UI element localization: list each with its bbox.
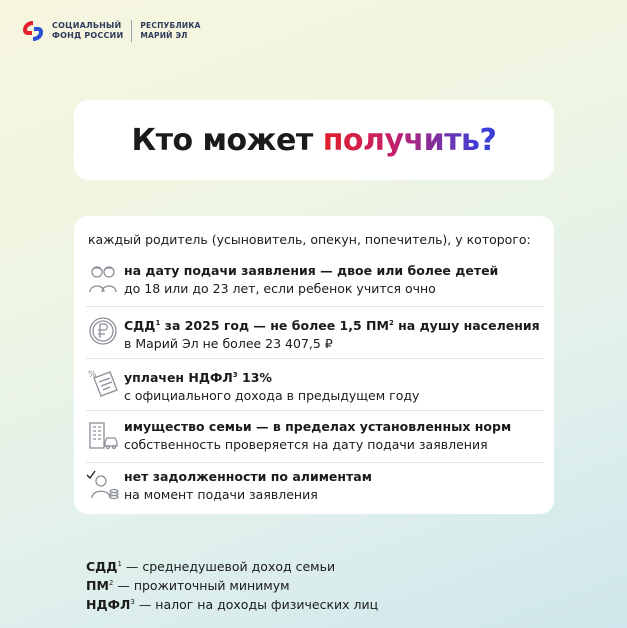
region-line-2: МАРИЙ ЭЛ: [140, 31, 188, 40]
list-item: [86, 310, 544, 360]
item-bold: нет задолженности по алиментам: [124, 469, 372, 484]
divider: [86, 462, 544, 463]
footnote-ref: 3: [232, 371, 238, 379]
item-bold: [124, 318, 540, 333]
org-line-1: СОЦИАЛЬНЫЙ: [52, 21, 122, 30]
title-accent: получить: [322, 122, 480, 158]
item-line-2: в Марий Эл не более 23 407,5 ₽: [124, 336, 333, 351]
footnote: [86, 594, 378, 613]
title-card: [74, 100, 554, 180]
property-icon: [86, 418, 120, 452]
footnote-ref: 2: [388, 319, 394, 327]
title-question-mark: ?: [479, 122, 497, 158]
item-text: [124, 418, 511, 454]
item-bold-b: за 2025 год — не более 1,5 ПМ: [160, 318, 389, 333]
footnote-text: — налог на доходы физических лиц: [134, 597, 379, 612]
header-divider: [131, 20, 132, 42]
svg-text:%: %: [88, 370, 97, 380]
footnote: [86, 556, 378, 575]
item-bold-a: СДД: [124, 318, 156, 333]
footnote-ref: 1: [155, 319, 161, 327]
list-item: [86, 414, 544, 464]
item-text: [124, 366, 419, 405]
divider: [86, 358, 544, 359]
footnote-term: СДД: [86, 559, 118, 574]
list-item: [86, 464, 544, 514]
footnote-ref: 3: [130, 598, 135, 606]
org-name: [52, 21, 123, 41]
divider: [86, 410, 544, 411]
footnote-term: ПМ: [86, 578, 109, 593]
item-bold: на дату подачи заявления — двое или более детей: [124, 263, 499, 278]
footnote-term: НДФЛ: [86, 597, 131, 612]
footnote-ref: 1: [117, 560, 122, 568]
item-bold-a: уплачен НДФЛ: [124, 370, 233, 385]
footnote-text: — среднедушевой доход семьи: [121, 559, 336, 574]
header: [20, 18, 201, 44]
intro-text: каждый родитель (усыновитель, опекун, попечитель), у которого:: [88, 232, 531, 247]
eligibility-card: [74, 216, 554, 514]
item-text: [124, 468, 372, 504]
sfr-logo-icon: [20, 18, 46, 44]
item-line-2: на момент подачи заявления: [124, 487, 318, 502]
children-icon: [86, 262, 120, 296]
no-debt-icon: [86, 468, 120, 502]
divider: [86, 306, 544, 307]
org-line-2: ФОНД РОССИИ: [52, 31, 124, 40]
tax-document-icon: [86, 366, 120, 400]
title-text: [132, 123, 497, 158]
item-text: [124, 314, 540, 353]
item-line-2: с официального дохода в предыдущем году: [124, 388, 420, 403]
footnote-ref: 2: [108, 579, 114, 587]
region-name: [140, 21, 200, 41]
ruble-coin-icon: [86, 314, 120, 348]
title-part-1: Кто может: [131, 122, 323, 158]
region-line-1: РЕСПУБЛИКА: [140, 21, 201, 30]
footnotes: [86, 556, 378, 613]
item-bold-c: на душу населения: [393, 318, 540, 333]
list-item: [86, 258, 544, 308]
footnote: [86, 575, 378, 594]
item-text: [124, 262, 498, 298]
item-bold: имущество семьи — в пределах установленных норм: [124, 419, 512, 434]
list-item: [86, 362, 544, 412]
item-bold: [124, 370, 272, 385]
item-line-2: до 18 или до 23 лет, если ребенок учится очно: [124, 281, 436, 296]
item-bold-b: 13%: [237, 370, 272, 385]
item-line-2: собственность проверяется на дату подачи заявления: [124, 437, 488, 452]
footnote-text: — прожиточный минимум: [113, 578, 290, 593]
